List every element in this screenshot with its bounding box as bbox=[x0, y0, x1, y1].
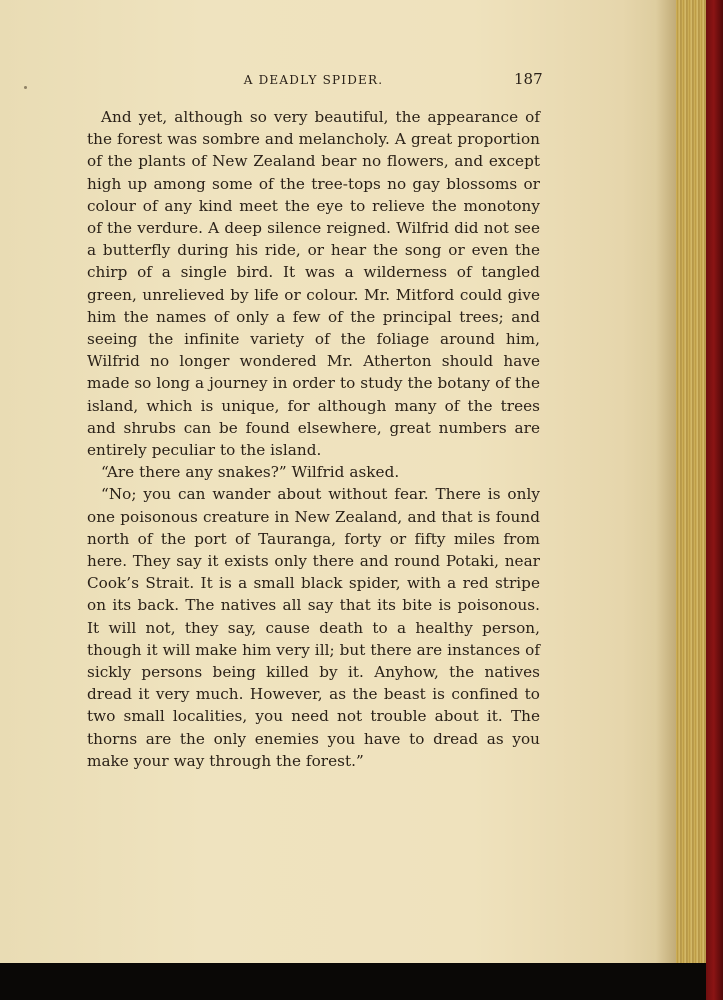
page-edges bbox=[676, 0, 706, 963]
paragraph: “No; you can wander about without fear. There is only one poisonous creature in New Zealand, and that is found north of the port of Tauranga, forty or fifty miles from here. They say it exists only there and round Potaki, near Cook’s Strait. It is a small black spider, with a red stripe on its back. The natives all say that its bite is poisonous. It will not, they say, cause death to a healthy person, though it will make him very ill; but there are instances of sickly persons being killed by it. Anyhow, the natives dread it very much. However, as the beast is confined to two small localities, you need not trouble about it. The thorns are the only enemies you have to dread as you make your way through the forest.” bbox=[87, 485, 540, 770]
page-content bbox=[87, 70, 543, 772]
paragraph: And yet, although so very beautiful, the appearance of the forest was sombre and melancholy. A great proportion of the plants of New Zealand bear no flowers, and except high up among some of the tree-tops no gay blossoms or colour of any kind meet the eye to relieve the monotony of the verdure. A deep silence reigned. Wilfrid did not see a butterfly during his ride, or hear the song or even the chirp of a single bird. It was a wilderness of tangled green, unrelieved by life or colour. Mr. Mitford could give him the names of only a few of the principal trees; and seeing the infinite variety of the foliage around him, Wilfrid no longer wondered Mr. Atherton should have made so long a journey in order to study the botany of the island, which is unique, for although many of the trees and shrubs can be found elsewhere, great numbers are entirely peculiar to the island. bbox=[87, 108, 540, 460]
bottom-shadow bbox=[0, 963, 706, 1000]
page-header bbox=[87, 70, 543, 96]
page-number: 187 bbox=[514, 70, 543, 88]
book-binding bbox=[706, 0, 723, 1000]
paper-speck bbox=[24, 86, 27, 89]
running-head: A DEADLY SPIDER. bbox=[243, 73, 384, 87]
paragraph: “Are there any snakes?” Wilfrid asked. bbox=[101, 463, 400, 482]
